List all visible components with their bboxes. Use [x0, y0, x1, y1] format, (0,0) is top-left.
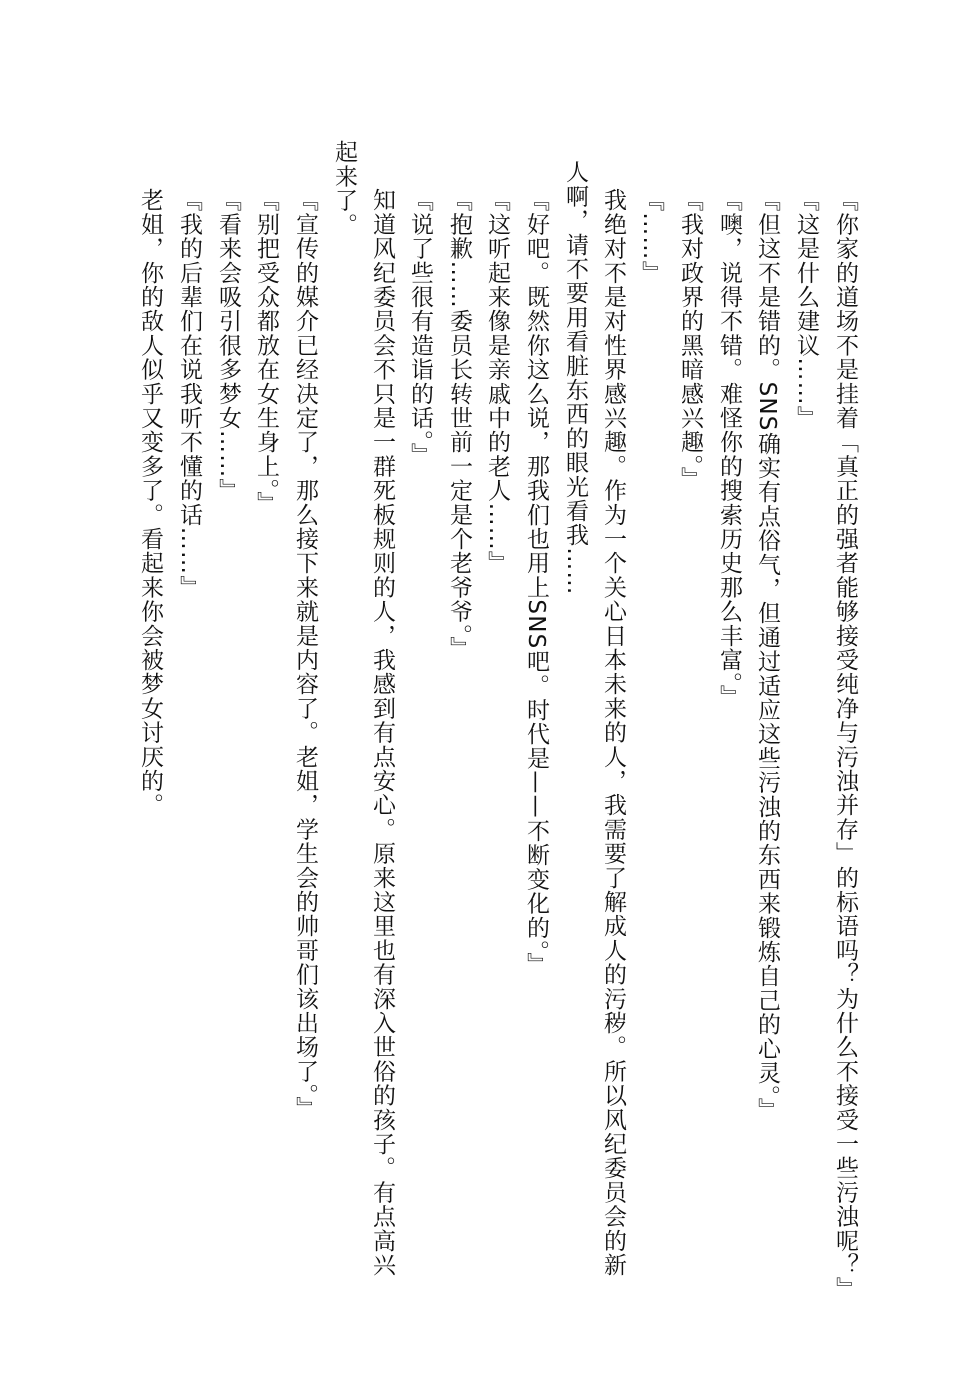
text-line-7: 我绝对不是对性界感兴趣。作为一个关心日本未来的人，我需要了解成人的污秽。所以风纪委员会的新 [600, 188, 626, 1277]
text-line-5: 『我对政界的黑暗感兴趣。』 [677, 188, 703, 492]
text-line-17: 『看来会吸引很多梦女……』 [215, 188, 241, 503]
text-line-1: 『你家的道场不是挂着「真正的强者能够接受纯净与污浊并存」的标语吗？为什么不接受一些污浊呢？』 [832, 188, 858, 1302]
text-line-16: 『别把受众都放在女生身上。』 [253, 188, 279, 516]
text-line-9: 『好吧。既然你这么说，那我们也用上SNS吧。时代是——不断变化的。』 [523, 188, 549, 977]
text-line-14: 起来了。 [331, 140, 357, 237]
text-line-12: 『说了些很有造诣的话。』 [407, 188, 433, 467]
text-line-15: 『宣传的媒介已经决定了，那么接下来就是内容了。老姐，学生会的帅哥们该出场了。』 [292, 188, 318, 1121]
text-line-2: 『这是什么建议……』 [793, 188, 819, 430]
text-line-18: 『我的后辈们在说我听不懂的话……』 [176, 188, 202, 600]
text-line-3: 『但这不是错的。SNS确实有点俗气，但通过适应这些污浊的东西来锻炼自己的心灵。』 [754, 188, 780, 1122]
text-line-4: 『噢，说得不错。难怪你的搜索历史那么丰富。』 [716, 188, 742, 709]
text-line-11: 『抱歉……委员长转世前一定是个老爷爷。』 [446, 188, 472, 661]
text-line-6: 『……』 [638, 188, 664, 285]
text-line-13: 知道风纪委员会不只是一群死板规则的人，我感到有点安心。原来这里也有深入世俗的孩子。有点高兴 [369, 188, 395, 1277]
text-line-19: 老姐，你的敌人似乎又变多了。看起来你会被梦女讨厌的。 [137, 188, 163, 818]
text-line-8: 人啊，请不要用看脏东西的眼光看我…… [562, 160, 588, 596]
text-line-10: 『这听起来像是亲戚中的老人……』 [484, 188, 510, 576]
